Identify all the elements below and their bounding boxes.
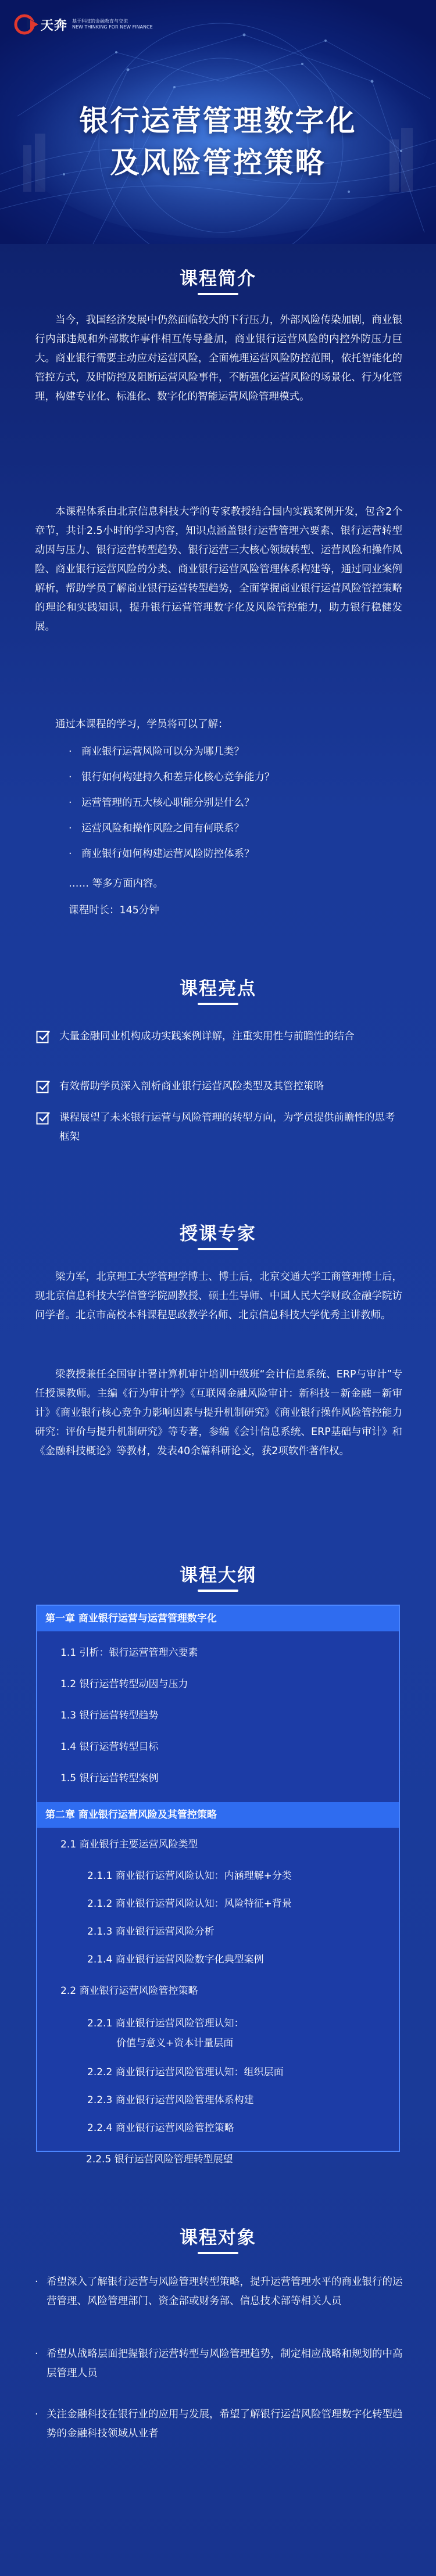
intro-paragraph-1: 当今，我国经济发展中仍然面临较大的下行压力，外部风险传染加剧，商业银行内部违规和外部欺诈事件相互传导叠加，商业银行运营风险的内控外防压力巨大。商业银行需要主动应对运营风险，全面梳理运营风险防控范围，依托智能化的管控方式，及时防控及阻断运营风险事件，不断强化运营风险的场景化、行为化管理，构建专业化、标准化、数字化的智能运营风险管理模式。 (35, 314, 402, 403)
intro-paragraph-3: 通过本课程的学习，学员将可以了解： (55, 719, 228, 730)
list-item: · 商业银行如何构建运营风险防控体系？ (69, 841, 402, 867)
bullet-dot-icon: · (69, 823, 72, 834)
outline-item: 1.5 银行运营转型案例 (60, 1773, 159, 1784)
highlight-text: 有效帮助学员深入剖析商业银行运营风险类型及其管控策略 (59, 1081, 324, 1092)
expert-paragraph-2: 梁教授兼任全国审计署计算机审计培训中级班“会计信息系统、ERP与审计”专任授课教师。主编《行为审计学》《互联网金融风险审计：新科技－新金融－新审计》《商业银行核心竞争力影响因素与提升机制研究》《商业银行操作风险管控能力研究：评价与提升机制研究》等专著，参编《会计信息系统、ERP基础与审计》和《金融科技概论》等教材，发表40余篇科研论文，获2项软件著作权。 (35, 1369, 402, 1457)
course-outline-box (36, 1605, 400, 2152)
intro-paragraph-2: 本课程体系由北京信息科技大学的专家教授结合国内实践案例开发，包含2个章节，共计2.5小时的学习内容，知识点涵盖银行运营管理六要素、银行运营转型动因与压力、银行运营转型趋势、银行运营三大核心领域转型、运营风险和操作风险、商业银行运营风险的分类、商业银行运营风险管理体系构建等，通过同业案例解析，帮助学员了解商业银行运营转型趋势，全面掌握商业银行运营风险管控策略的理论和实践知识，提升银行运营管理数字化及风险管控能力，助力银行稳健发展。 (35, 506, 402, 633)
audience-text: 希望从战略层面把握银行运营转型与风险管理趋势，制定相应战略和规划的中高层管理人员 (47, 2348, 403, 2379)
bullet-dot-icon: · (69, 772, 72, 783)
outline-item: 1.3 银行运营转型趋势 (60, 1710, 159, 1721)
outline-section: 2.1 商业银行主要运营风险类型 (60, 1839, 198, 1850)
heading-underline (198, 293, 238, 295)
audience-text: 关注金融科技在银行业的应用与发展，希望了解银行运营风险管理数字化转型趋势的金融科技领域从业者 (47, 2409, 403, 2439)
checkbox-icon (36, 1029, 50, 1043)
outline-item: 1.2 银行运营转型动因与压力 (60, 1678, 188, 1690)
list-item: · 运营风险和操作风险之间有何联系？ (69, 816, 402, 841)
outline-section: 2.2 商业银行运营风险管控策略 (60, 1985, 198, 1997)
chapter-2-header (37, 1802, 399, 1828)
outline-item: 1.1 引析：银行运营管理六要素 (60, 1647, 198, 1659)
outline-item: 2.2.5 银行运营风险管理转型展望 (86, 2154, 233, 2165)
outline-item: 2.2.4 商业银行运营风险管控策略 (87, 2122, 234, 2134)
outline-item: 2.2.2 商业银行运营风险管理认知：组织层面 (87, 2066, 284, 2078)
experts-heading (0, 1215, 436, 1250)
hero-title-line1: 银行运营管理数字化 (79, 104, 357, 138)
hero-title-line2: 及风险管控策略 (110, 146, 326, 180)
learning-questions-list (69, 739, 402, 867)
bullet-dot-icon: · (69, 848, 72, 860)
heading-underline (198, 1590, 238, 1592)
bullet-dot-icon: · (69, 746, 72, 758)
audience-text: 希望深入了解银行运营与风险管理转型策略，提升运营管理水平的商业银行的运营管理、风险管理部门、资金部或财务部、信息技术部等相关人员 (47, 2276, 403, 2307)
expert-paragraph-1: 梁力军，北京理工大学管理学博士、博士后，北京交通大学工商管理博士后，现北京信息科技大学信管学院副教授、硕士生导师、中国人民大学财政金融学院访问学者。北京市高校本科课程思政教学名师、北京信息科技大学优秀主讲教师。 (35, 1271, 402, 1321)
outline-item: 2.1.4 商业银行运营风险数字化典型案例 (87, 1954, 264, 1965)
outline-item-continuation: 价值与意义+资本计量层面 (116, 2037, 234, 2049)
heading-underline (198, 1248, 238, 1250)
checkbox-icon (36, 1079, 50, 1093)
checkbox-icon (36, 1111, 50, 1125)
audience-item (35, 2273, 405, 2311)
outline-item: 2.1.1 商业银行运营风险认知：内涵理解+分类 (87, 1870, 292, 1882)
intro-heading (0, 260, 436, 295)
outline-item: 2.1.2 商业银行运营风险认知：风险特征+背景 (87, 1898, 292, 1910)
chapter-1-title: 第一章 商业银行运营与运营管理数字化 (45, 1613, 217, 1624)
highlight-text: 课程展望了未来银行运营与风险管理的转型方向，为学员提供前瞻性的思考框架 (59, 1112, 395, 1143)
intro-heading-text: 课程简介 (180, 268, 256, 289)
brand-mark-icon (13, 12, 38, 37)
audience-heading (0, 2219, 436, 2254)
heading-underline (198, 2252, 238, 2254)
audience-item (35, 2345, 405, 2383)
audience-heading-text: 课程对象 (180, 2227, 256, 2248)
hero-banner (0, 0, 436, 244)
intro-more-text: …… 等多方面内容。 (69, 878, 164, 889)
audience-item (35, 2405, 405, 2444)
highlights-heading-text: 课程亮点 (180, 978, 256, 999)
brand-logo (13, 12, 153, 37)
outline-item: 2.2.3 商业银行运营风险管理体系构建 (87, 2094, 254, 2106)
highlights-heading (0, 970, 436, 1005)
list-item: · 商业银行运营风险可以分为哪几类？ (69, 739, 402, 765)
outline-item: 2.1.3 商业银行运营风险分析 (87, 1926, 215, 1938)
outline-heading-text: 课程大纲 (180, 1565, 256, 1586)
outline-item: 1.4 银行运营转型目标 (60, 1741, 159, 1753)
chapter-1-header (37, 1606, 399, 1631)
bullet-dot-icon: · (35, 2409, 38, 2420)
chapter-2-title: 第二章 商业银行运营风险及其管控策略 (45, 1809, 217, 1821)
experts-heading-text: 授课专家 (180, 1224, 256, 1244)
highlight-item (36, 1077, 402, 1096)
bullet-dot-icon: · (35, 2348, 38, 2360)
outline-heading (0, 1557, 436, 1592)
heading-underline (198, 1003, 238, 1005)
brand-tagline (72, 19, 153, 30)
highlight-item (36, 1108, 402, 1147)
bullet-dot-icon: · (69, 797, 72, 809)
highlight-text: 大量金融同业机构成功实践案例详解，注重实用性与前瞻性的结合 (59, 1031, 355, 1042)
list-item: · 运营管理的五大核心职能分别是什么？ (69, 790, 402, 816)
brand-name: 天奔 (41, 18, 68, 33)
bullet-dot-icon: · (35, 2276, 38, 2288)
list-item: · 银行如何构建持久和差异化核心竞争能力？ (69, 765, 402, 790)
brand-tagline-cn: 基于科技的金融教育与交流 (72, 19, 128, 24)
course-duration: 课程时长：145分钟 (69, 905, 159, 916)
highlight-item (36, 1027, 402, 1046)
outline-item: 2.2.1 商业银行运营风险管理认知： (87, 2018, 244, 2029)
brand-tagline-en: NEW THINKING FOR NEW FINANCE (72, 24, 153, 30)
